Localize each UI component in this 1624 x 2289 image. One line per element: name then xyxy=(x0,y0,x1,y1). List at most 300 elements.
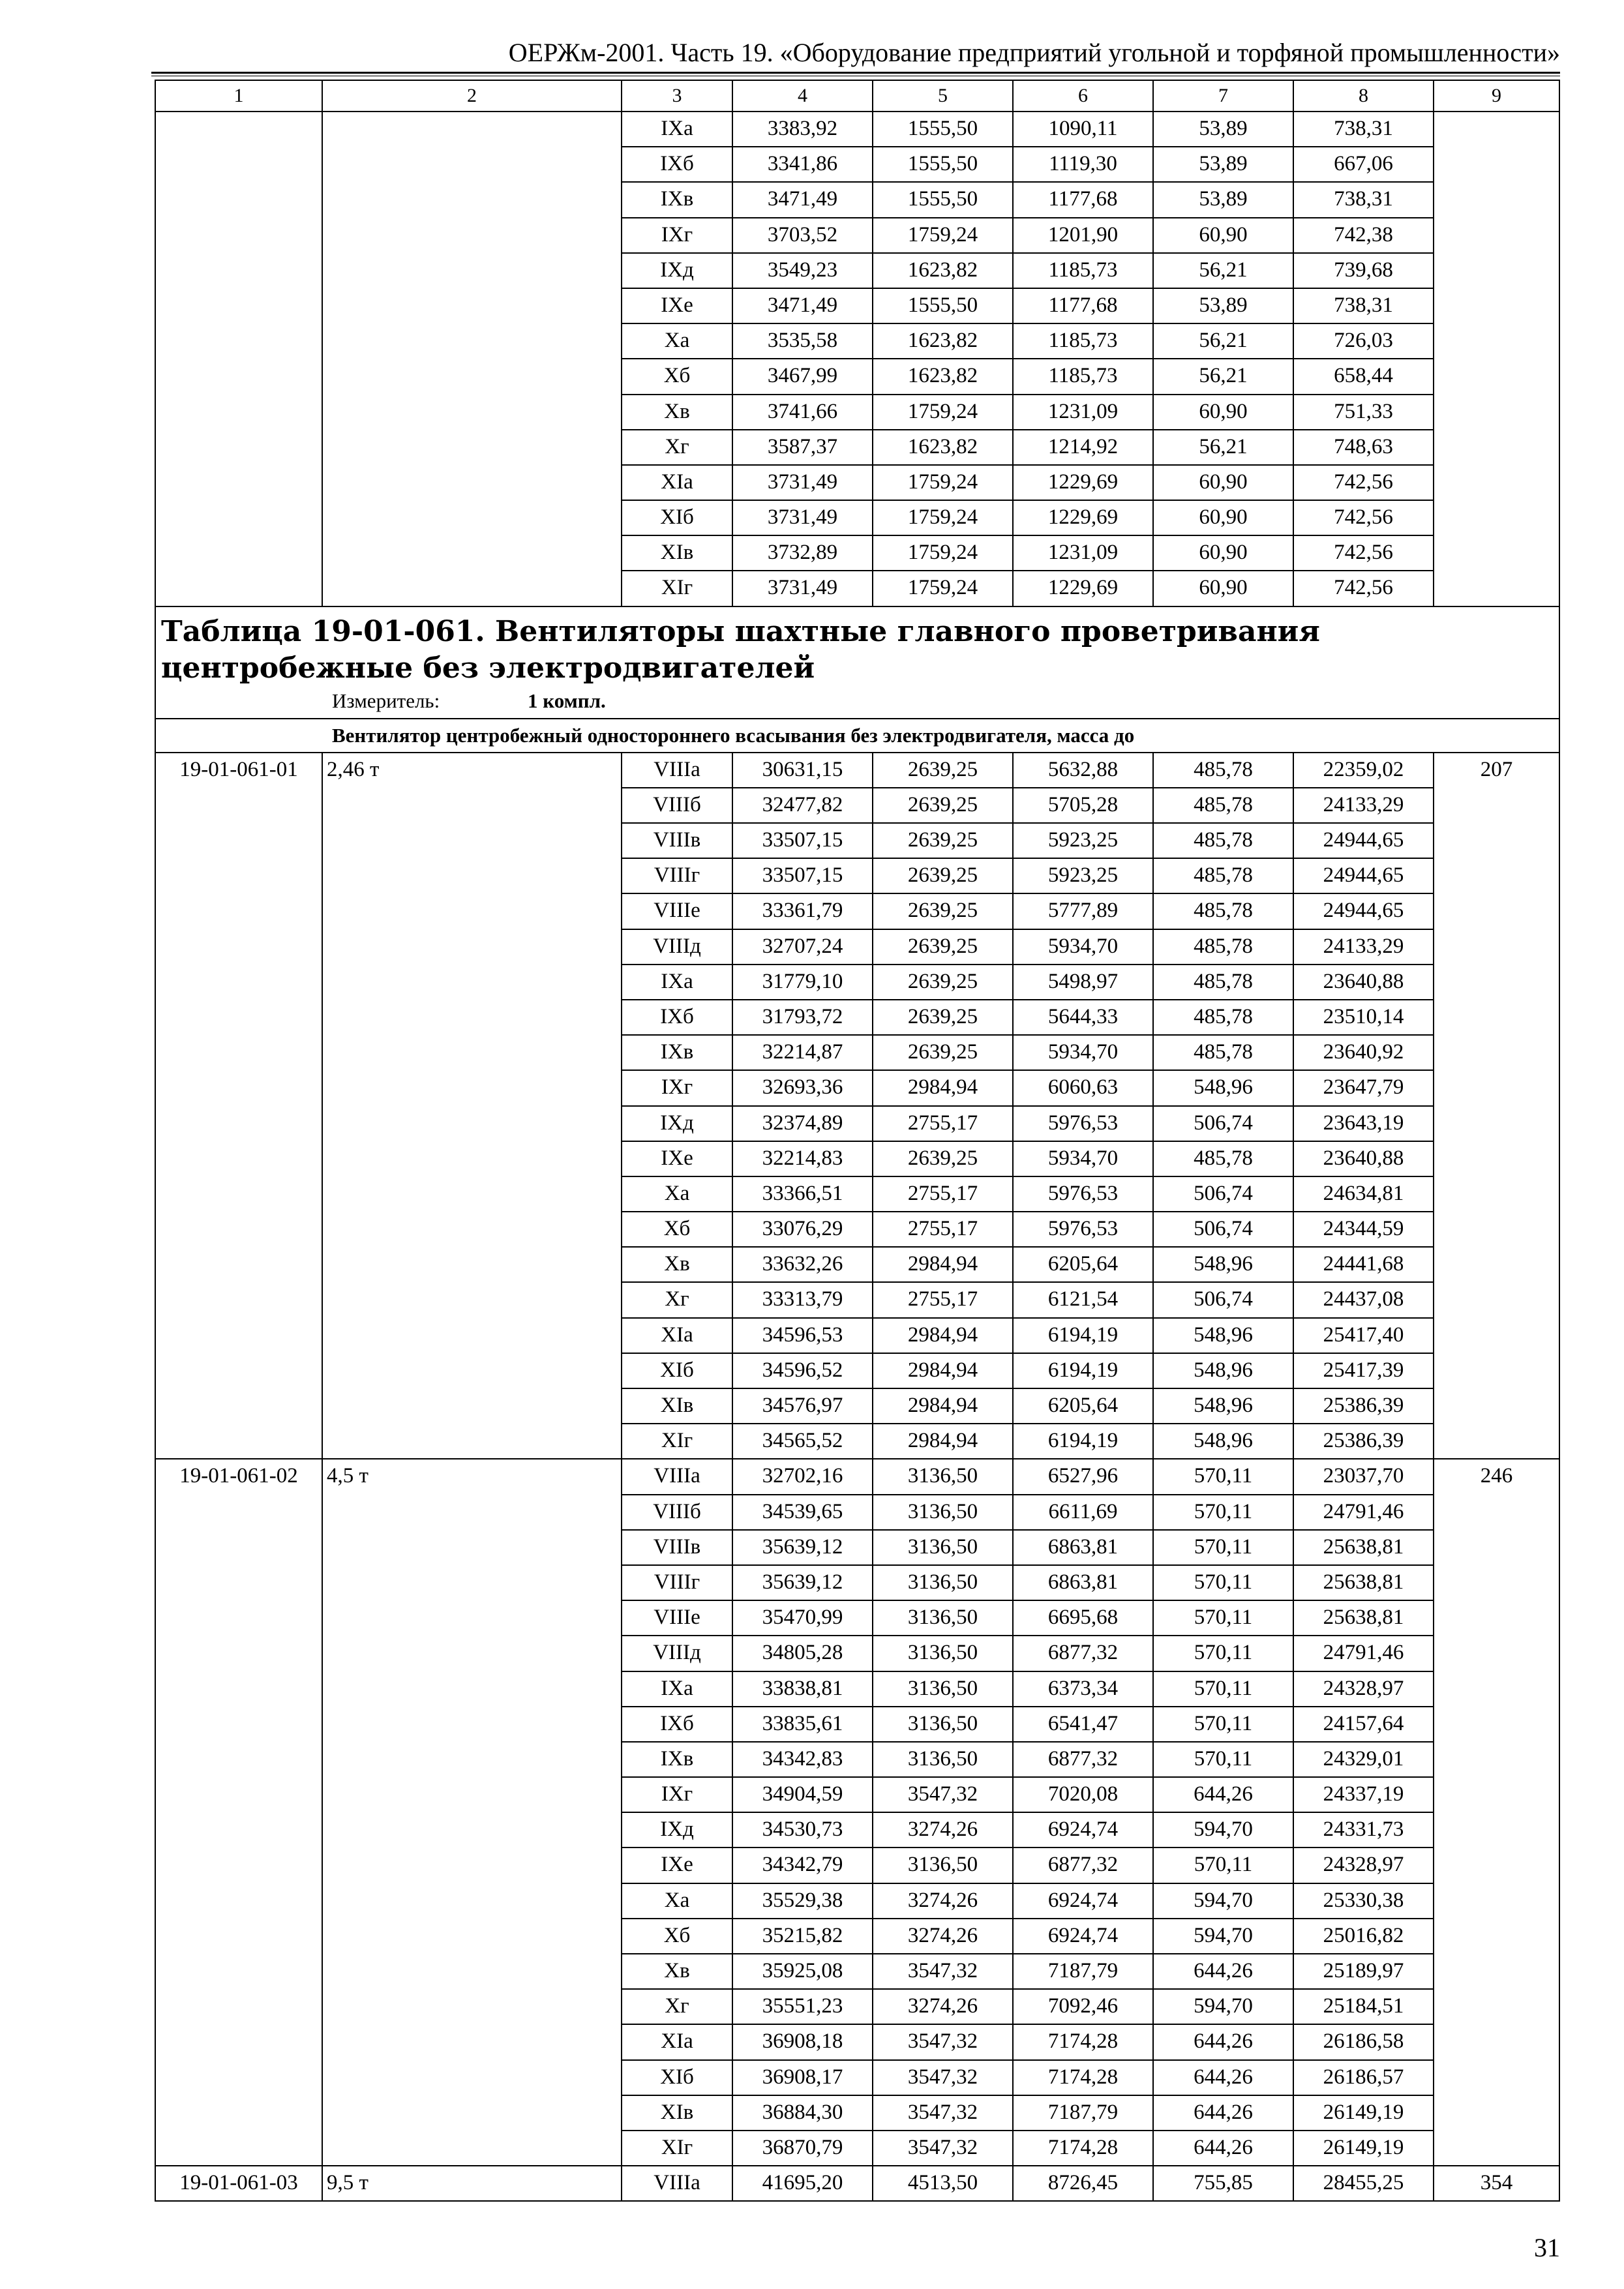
materials-cell: 23640,88 xyxy=(1293,1141,1434,1176)
machines-cell: 6924,74 xyxy=(1013,1919,1153,1954)
machinist-wages-cell: 644,26 xyxy=(1153,2131,1293,2166)
wages-cell: 2639,25 xyxy=(873,1035,1013,1070)
materials-cell: 26149,19 xyxy=(1293,2131,1434,2166)
total-cost-cell: 32214,83 xyxy=(732,1141,873,1176)
materials-cell: 738,31 xyxy=(1293,182,1434,217)
measure-line xyxy=(161,687,1554,715)
region-cell: Xа xyxy=(622,1883,732,1919)
machines-cell: 6877,32 xyxy=(1013,1742,1153,1777)
machines-cell: 5498,97 xyxy=(1013,965,1153,1000)
region-cell: Xб xyxy=(622,1212,732,1247)
wages-cell: 1623,82 xyxy=(873,359,1013,394)
machinist-wages-cell: 506,74 xyxy=(1153,1176,1293,1212)
machines-cell: 5934,70 xyxy=(1013,1141,1153,1176)
wages-cell: 2984,94 xyxy=(873,1353,1013,1388)
region-cell: VIIIг xyxy=(622,858,732,893)
machinist-wages-cell: 548,96 xyxy=(1153,1070,1293,1105)
code-cell xyxy=(155,112,322,606)
machinist-wages-cell: 594,70 xyxy=(1153,1989,1293,2024)
labor-cell: 246 xyxy=(1434,1459,1559,2166)
machines-cell: 6924,74 xyxy=(1013,1812,1153,1848)
materials-cell: 739,68 xyxy=(1293,253,1434,288)
materials-cell: 22359,02 xyxy=(1293,753,1434,788)
machines-cell: 1185,73 xyxy=(1013,359,1153,394)
column-number: 7 xyxy=(1153,80,1293,112)
wages-cell: 1759,24 xyxy=(873,465,1013,500)
total-cost-cell: 34342,83 xyxy=(732,1742,873,1777)
column-number: 8 xyxy=(1293,80,1434,112)
region-cell: VIIIа xyxy=(622,1459,732,1494)
wages-cell: 1759,24 xyxy=(873,395,1013,430)
machinist-wages-cell: 570,11 xyxy=(1153,1848,1293,1883)
machinist-wages-cell: 60,90 xyxy=(1153,500,1293,535)
materials-cell: 24944,65 xyxy=(1293,893,1434,929)
machines-cell: 5632,88 xyxy=(1013,753,1153,788)
region-cell: VIIIд xyxy=(622,1636,732,1671)
total-cost-cell: 3741,66 xyxy=(732,395,873,430)
materials-cell: 26186,57 xyxy=(1293,2060,1434,2095)
subheading: Вентилятор центробежный одностороннего всасывания без электродвигателя, масса до xyxy=(155,719,1559,753)
machines-cell: 7174,28 xyxy=(1013,2060,1153,2095)
subheading-row xyxy=(155,719,1559,753)
wages-cell: 2755,17 xyxy=(873,1176,1013,1212)
total-cost-cell: 3549,23 xyxy=(732,253,873,288)
machinist-wages-cell: 644,26 xyxy=(1153,2095,1293,2131)
materials-cell: 25330,38 xyxy=(1293,1883,1434,1919)
machines-cell: 1229,69 xyxy=(1013,571,1153,606)
region-cell: IXб xyxy=(622,147,732,182)
machines-cell: 5705,28 xyxy=(1013,788,1153,823)
machines-cell: 7020,08 xyxy=(1013,1777,1153,1812)
materials-cell: 24329,01 xyxy=(1293,1742,1434,1777)
region-cell: XIв xyxy=(622,1388,732,1424)
machinist-wages-cell: 60,90 xyxy=(1153,218,1293,253)
materials-cell: 24344,59 xyxy=(1293,1212,1434,1247)
machines-cell: 6194,19 xyxy=(1013,1424,1153,1459)
materials-cell: 25638,81 xyxy=(1293,1565,1434,1600)
machinist-wages-cell: 644,26 xyxy=(1153,1777,1293,1812)
region-cell: VIIIв xyxy=(622,823,732,858)
wages-cell: 2984,94 xyxy=(873,1070,1013,1105)
machines-cell: 6194,19 xyxy=(1013,1318,1153,1353)
machines-cell: 5644,33 xyxy=(1013,1000,1153,1035)
materials-cell: 738,31 xyxy=(1293,288,1434,323)
region-cell: IXе xyxy=(622,1848,732,1883)
region-cell: IXд xyxy=(622,1812,732,1848)
total-cost-cell: 34565,52 xyxy=(732,1424,873,1459)
machinist-wages-cell: 53,89 xyxy=(1153,112,1293,147)
total-cost-cell: 33076,29 xyxy=(732,1212,873,1247)
table-title-cell xyxy=(155,606,1559,719)
region-cell: Xв xyxy=(622,395,732,430)
wages-cell: 3547,32 xyxy=(873,2024,1013,2059)
page-number: 31 xyxy=(1534,2233,1560,2262)
wages-cell: 1759,24 xyxy=(873,218,1013,253)
machinist-wages-cell: 506,74 xyxy=(1153,1106,1293,1141)
materials-cell: 25638,81 xyxy=(1293,1600,1434,1636)
table-title-row xyxy=(155,606,1559,719)
total-cost-cell: 36908,18 xyxy=(732,2024,873,2059)
machinist-wages-cell: 485,78 xyxy=(1153,1035,1293,1070)
materials-cell: 742,38 xyxy=(1293,218,1434,253)
machines-cell: 1231,09 xyxy=(1013,535,1153,571)
code-cell: 19-01-061-03 xyxy=(155,2166,322,2201)
total-cost-cell: 34805,28 xyxy=(732,1636,873,1671)
materials-cell: 24157,64 xyxy=(1293,1707,1434,1742)
total-cost-cell: 3467,99 xyxy=(732,359,873,394)
region-cell: VIIIв xyxy=(622,1530,732,1565)
machines-cell: 1119,30 xyxy=(1013,147,1153,182)
column-number: 9 xyxy=(1434,80,1559,112)
machines-cell: 1214,92 xyxy=(1013,430,1153,465)
column-number: 2 xyxy=(322,80,622,112)
wages-cell: 3136,50 xyxy=(873,1671,1013,1707)
column-number: 6 xyxy=(1013,80,1153,112)
table-row xyxy=(155,112,1559,147)
column-number-row xyxy=(155,80,1559,112)
materials-cell: 25184,51 xyxy=(1293,1989,1434,2024)
wages-cell: 2639,25 xyxy=(873,858,1013,893)
materials-cell: 24441,68 xyxy=(1293,1247,1434,1282)
wages-cell: 2984,94 xyxy=(873,1388,1013,1424)
column-number: 3 xyxy=(622,80,732,112)
wages-cell: 2984,94 xyxy=(873,1247,1013,1282)
wages-cell: 3274,26 xyxy=(873,1989,1013,2024)
column-number: 5 xyxy=(873,80,1013,112)
wages-cell: 1623,82 xyxy=(873,323,1013,359)
total-cost-cell: 32214,87 xyxy=(732,1035,873,1070)
machines-cell: 5777,89 xyxy=(1013,893,1153,929)
region-cell: VIIIа xyxy=(622,2166,732,2201)
machinist-wages-cell: 53,89 xyxy=(1153,147,1293,182)
wages-cell: 3136,50 xyxy=(873,1707,1013,1742)
machinist-wages-cell: 570,11 xyxy=(1153,1636,1293,1671)
materials-cell: 23510,14 xyxy=(1293,1000,1434,1035)
machines-cell: 7174,28 xyxy=(1013,2131,1153,2166)
machinist-wages-cell: 60,90 xyxy=(1153,535,1293,571)
region-cell: IXв xyxy=(622,1742,732,1777)
materials-cell: 24791,46 xyxy=(1293,1495,1434,1530)
region-cell: VIIIб xyxy=(622,788,732,823)
materials-cell: 24791,46 xyxy=(1293,1636,1434,1671)
machinist-wages-cell: 570,11 xyxy=(1153,1707,1293,1742)
materials-cell: 28455,25 xyxy=(1293,2166,1434,2201)
labor-cell: 354 xyxy=(1434,2166,1559,2201)
wages-cell: 2984,94 xyxy=(873,1318,1013,1353)
machines-cell: 1229,69 xyxy=(1013,500,1153,535)
materials-cell: 24437,08 xyxy=(1293,1282,1434,1317)
machinist-wages-cell: 570,11 xyxy=(1153,1495,1293,1530)
wages-cell: 2639,25 xyxy=(873,788,1013,823)
total-cost-cell: 32374,89 xyxy=(732,1106,873,1141)
table-row xyxy=(155,753,1559,788)
region-cell: Xа xyxy=(622,1176,732,1212)
region-cell: IXд xyxy=(622,1106,732,1141)
region-cell: IXб xyxy=(622,1707,732,1742)
region-cell: XIг xyxy=(622,1424,732,1459)
total-cost-cell: 35639,12 xyxy=(732,1565,873,1600)
wages-cell: 3547,32 xyxy=(873,1777,1013,1812)
materials-cell: 751,33 xyxy=(1293,395,1434,430)
wages-cell: 1555,50 xyxy=(873,147,1013,182)
region-cell: XIб xyxy=(622,2060,732,2095)
total-cost-cell: 3731,49 xyxy=(732,465,873,500)
wages-cell: 2755,17 xyxy=(873,1106,1013,1141)
machines-cell: 1231,09 xyxy=(1013,395,1153,430)
total-cost-cell: 33507,15 xyxy=(732,823,873,858)
total-cost-cell: 33361,79 xyxy=(732,893,873,929)
total-cost-cell: 32702,16 xyxy=(732,1459,873,1494)
total-cost-cell: 32707,24 xyxy=(732,929,873,965)
machines-cell: 1229,69 xyxy=(1013,465,1153,500)
wages-cell: 1555,50 xyxy=(873,112,1013,147)
materials-cell: 24944,65 xyxy=(1293,823,1434,858)
wages-cell: 2639,25 xyxy=(873,753,1013,788)
total-cost-cell: 32477,82 xyxy=(732,788,873,823)
materials-cell: 23647,79 xyxy=(1293,1070,1434,1105)
wages-cell: 1623,82 xyxy=(873,253,1013,288)
description-cell: 9,5 т xyxy=(322,2166,622,2201)
wages-cell: 3274,26 xyxy=(873,1812,1013,1848)
machinist-wages-cell: 56,21 xyxy=(1153,359,1293,394)
wages-cell: 3136,50 xyxy=(873,1742,1013,1777)
total-cost-cell: 36884,30 xyxy=(732,2095,873,2131)
wages-cell: 2639,25 xyxy=(873,1000,1013,1035)
materials-cell: 748,63 xyxy=(1293,430,1434,465)
total-cost-cell: 36908,17 xyxy=(732,2060,873,2095)
wages-cell: 3274,26 xyxy=(873,1883,1013,1919)
wages-cell: 3136,50 xyxy=(873,1459,1013,1494)
materials-cell: 25189,97 xyxy=(1293,1954,1434,1989)
total-cost-cell: 34342,79 xyxy=(732,1848,873,1883)
machines-cell: 7187,79 xyxy=(1013,2095,1153,2131)
region-cell: Xб xyxy=(622,1919,732,1954)
machinist-wages-cell: 548,96 xyxy=(1153,1318,1293,1353)
machines-cell: 6863,81 xyxy=(1013,1530,1153,1565)
wages-cell: 3547,32 xyxy=(873,2131,1013,2166)
materials-cell: 742,56 xyxy=(1293,500,1434,535)
region-cell: VIIIб xyxy=(622,1495,732,1530)
region-cell: Xб xyxy=(622,359,732,394)
materials-cell: 24328,97 xyxy=(1293,1671,1434,1707)
region-cell: IXа xyxy=(622,965,732,1000)
running-header: ОЕРЖм-2001. Часть 19. «Оборудование предприятий угольной и торфяной промышленности» xyxy=(508,38,1560,67)
machinist-wages-cell: 485,78 xyxy=(1153,788,1293,823)
description-cell xyxy=(322,112,622,606)
materials-cell: 24331,73 xyxy=(1293,1812,1434,1848)
machines-cell: 5934,70 xyxy=(1013,929,1153,965)
materials-cell: 23643,19 xyxy=(1293,1106,1434,1141)
region-cell: XIа xyxy=(622,2024,732,2059)
region-cell: IXе xyxy=(622,288,732,323)
labor-cell: 207 xyxy=(1434,753,1559,1459)
table-row xyxy=(155,1459,1559,1494)
machinist-wages-cell: 570,11 xyxy=(1153,1742,1293,1777)
region-cell: IXд xyxy=(622,253,732,288)
materials-cell: 742,56 xyxy=(1293,535,1434,571)
machines-cell: 5976,53 xyxy=(1013,1176,1153,1212)
machines-cell: 6205,64 xyxy=(1013,1388,1153,1424)
machinist-wages-cell: 594,70 xyxy=(1153,1919,1293,1954)
machinist-wages-cell: 570,11 xyxy=(1153,1530,1293,1565)
region-cell: VIIIе xyxy=(622,893,732,929)
materials-cell: 24133,29 xyxy=(1293,788,1434,823)
materials-cell: 25417,39 xyxy=(1293,1353,1434,1388)
total-cost-cell: 34539,65 xyxy=(732,1495,873,1530)
materials-cell: 23640,92 xyxy=(1293,1035,1434,1070)
machines-cell: 6877,32 xyxy=(1013,1636,1153,1671)
measure-label: Измеритель: xyxy=(332,689,440,712)
region-cell: XIб xyxy=(622,500,732,535)
materials-cell: 667,06 xyxy=(1293,147,1434,182)
header-rule xyxy=(151,72,1560,74)
machines-cell: 5976,53 xyxy=(1013,1106,1153,1141)
region-cell: Xв xyxy=(622,1247,732,1282)
wages-cell: 3547,32 xyxy=(873,2095,1013,2131)
wages-cell: 3136,50 xyxy=(873,1495,1013,1530)
region-cell: XIб xyxy=(622,1353,732,1388)
labor-cell xyxy=(1434,112,1559,606)
description-cell: 4,5 т xyxy=(322,1459,622,2166)
region-cell: VIIIд xyxy=(622,929,732,965)
region-cell: XIг xyxy=(622,571,732,606)
total-cost-cell: 3471,49 xyxy=(732,288,873,323)
machines-cell: 6205,64 xyxy=(1013,1247,1153,1282)
region-cell: Xв xyxy=(622,1954,732,1989)
total-cost-cell: 31779,10 xyxy=(732,965,873,1000)
region-cell: IXв xyxy=(622,1035,732,1070)
materials-cell: 25386,39 xyxy=(1293,1388,1434,1424)
machines-cell: 6695,68 xyxy=(1013,1600,1153,1636)
machinist-wages-cell: 485,78 xyxy=(1153,893,1293,929)
total-cost-cell: 3703,52 xyxy=(732,218,873,253)
machinist-wages-cell: 485,78 xyxy=(1153,929,1293,965)
region-cell: IXа xyxy=(622,1671,732,1707)
machinist-wages-cell: 53,89 xyxy=(1153,288,1293,323)
machines-cell: 6194,19 xyxy=(1013,1353,1153,1388)
materials-cell: 24337,19 xyxy=(1293,1777,1434,1812)
materials-cell: 658,44 xyxy=(1293,359,1434,394)
materials-cell: 738,31 xyxy=(1293,112,1434,147)
machines-cell: 6121,54 xyxy=(1013,1282,1153,1317)
region-cell: Xг xyxy=(622,430,732,465)
wages-cell: 1555,50 xyxy=(873,288,1013,323)
total-cost-cell: 30631,15 xyxy=(732,753,873,788)
region-cell: IXг xyxy=(622,1777,732,1812)
machinist-wages-cell: 60,90 xyxy=(1153,395,1293,430)
region-cell: Xг xyxy=(622,1282,732,1317)
region-cell: VIIIг xyxy=(622,1565,732,1600)
description-cell: 2,46 т xyxy=(322,753,622,1459)
total-cost-cell: 35470,99 xyxy=(732,1600,873,1636)
machinist-wages-cell: 594,70 xyxy=(1153,1812,1293,1848)
materials-cell: 23640,88 xyxy=(1293,965,1434,1000)
machinist-wages-cell: 548,96 xyxy=(1153,1424,1293,1459)
price-table-body xyxy=(155,80,1559,2201)
materials-cell: 24133,29 xyxy=(1293,929,1434,965)
machinist-wages-cell: 56,21 xyxy=(1153,430,1293,465)
wages-cell: 2639,25 xyxy=(873,893,1013,929)
machinist-wages-cell: 644,26 xyxy=(1153,2024,1293,2059)
machines-cell: 6527,96 xyxy=(1013,1459,1153,1494)
wages-cell: 3547,32 xyxy=(873,2060,1013,2095)
machines-cell: 7174,28 xyxy=(1013,2024,1153,2059)
machines-cell: 6373,34 xyxy=(1013,1671,1153,1707)
total-cost-cell: 3535,58 xyxy=(732,323,873,359)
wages-cell: 1759,24 xyxy=(873,500,1013,535)
machinist-wages-cell: 485,78 xyxy=(1153,858,1293,893)
region-cell: IXг xyxy=(622,1070,732,1105)
materials-cell: 26149,19 xyxy=(1293,2095,1434,2131)
machines-cell: 6863,81 xyxy=(1013,1565,1153,1600)
wages-cell: 2755,17 xyxy=(873,1212,1013,1247)
wages-cell: 2639,25 xyxy=(873,929,1013,965)
total-cost-cell: 34596,53 xyxy=(732,1318,873,1353)
machines-cell: 5923,25 xyxy=(1013,823,1153,858)
column-number: 4 xyxy=(732,80,873,112)
materials-cell: 742,56 xyxy=(1293,465,1434,500)
machinist-wages-cell: 644,26 xyxy=(1153,1954,1293,1989)
machinist-wages-cell: 570,11 xyxy=(1153,1459,1293,1494)
region-cell: XIг xyxy=(622,2131,732,2166)
machines-cell: 7187,79 xyxy=(1013,1954,1153,1989)
machines-cell: 5976,53 xyxy=(1013,1212,1153,1247)
machinist-wages-cell: 485,78 xyxy=(1153,1000,1293,1035)
total-cost-cell: 3471,49 xyxy=(732,182,873,217)
region-cell: XIа xyxy=(622,1318,732,1353)
machinist-wages-cell: 548,96 xyxy=(1153,1353,1293,1388)
total-cost-cell: 35529,38 xyxy=(732,1883,873,1919)
machinist-wages-cell: 485,78 xyxy=(1153,823,1293,858)
wages-cell: 1759,24 xyxy=(873,535,1013,571)
wages-cell: 2755,17 xyxy=(873,1282,1013,1317)
machinist-wages-cell: 60,90 xyxy=(1153,571,1293,606)
total-cost-cell: 33632,26 xyxy=(732,1247,873,1282)
machinist-wages-cell: 485,78 xyxy=(1153,753,1293,788)
region-cell: VIIIе xyxy=(622,1600,732,1636)
machinist-wages-cell: 506,74 xyxy=(1153,1212,1293,1247)
region-cell: XIв xyxy=(622,2095,732,2131)
wages-cell: 4513,50 xyxy=(873,2166,1013,2201)
materials-cell: 26186,58 xyxy=(1293,2024,1434,2059)
machinist-wages-cell: 548,96 xyxy=(1153,1247,1293,1282)
region-cell: XIв xyxy=(622,535,732,571)
total-cost-cell: 33507,15 xyxy=(732,858,873,893)
code-cell: 19-01-061-01 xyxy=(155,753,322,1459)
machines-cell: 8726,45 xyxy=(1013,2166,1153,2201)
wages-cell: 2639,25 xyxy=(873,823,1013,858)
wages-cell: 3274,26 xyxy=(873,1919,1013,1954)
materials-cell: 25417,40 xyxy=(1293,1318,1434,1353)
wages-cell: 3136,50 xyxy=(873,1530,1013,1565)
total-cost-cell: 33838,81 xyxy=(732,1671,873,1707)
region-cell: IXа xyxy=(622,112,732,147)
machinist-wages-cell: 56,21 xyxy=(1153,323,1293,359)
total-cost-cell: 33313,79 xyxy=(732,1282,873,1317)
region-cell: Xа xyxy=(622,323,732,359)
total-cost-cell: 34576,97 xyxy=(732,1388,873,1424)
machinist-wages-cell: 53,89 xyxy=(1153,182,1293,217)
machines-cell: 6924,74 xyxy=(1013,1883,1153,1919)
code-cell: 19-01-061-02 xyxy=(155,1459,322,2166)
machines-cell: 6060,63 xyxy=(1013,1070,1153,1105)
materials-cell: 24634,81 xyxy=(1293,1176,1434,1212)
machinist-wages-cell: 485,78 xyxy=(1153,965,1293,1000)
materials-cell: 24944,65 xyxy=(1293,858,1434,893)
machines-cell: 5923,25 xyxy=(1013,858,1153,893)
materials-cell: 726,03 xyxy=(1293,323,1434,359)
total-cost-cell: 3587,37 xyxy=(732,430,873,465)
